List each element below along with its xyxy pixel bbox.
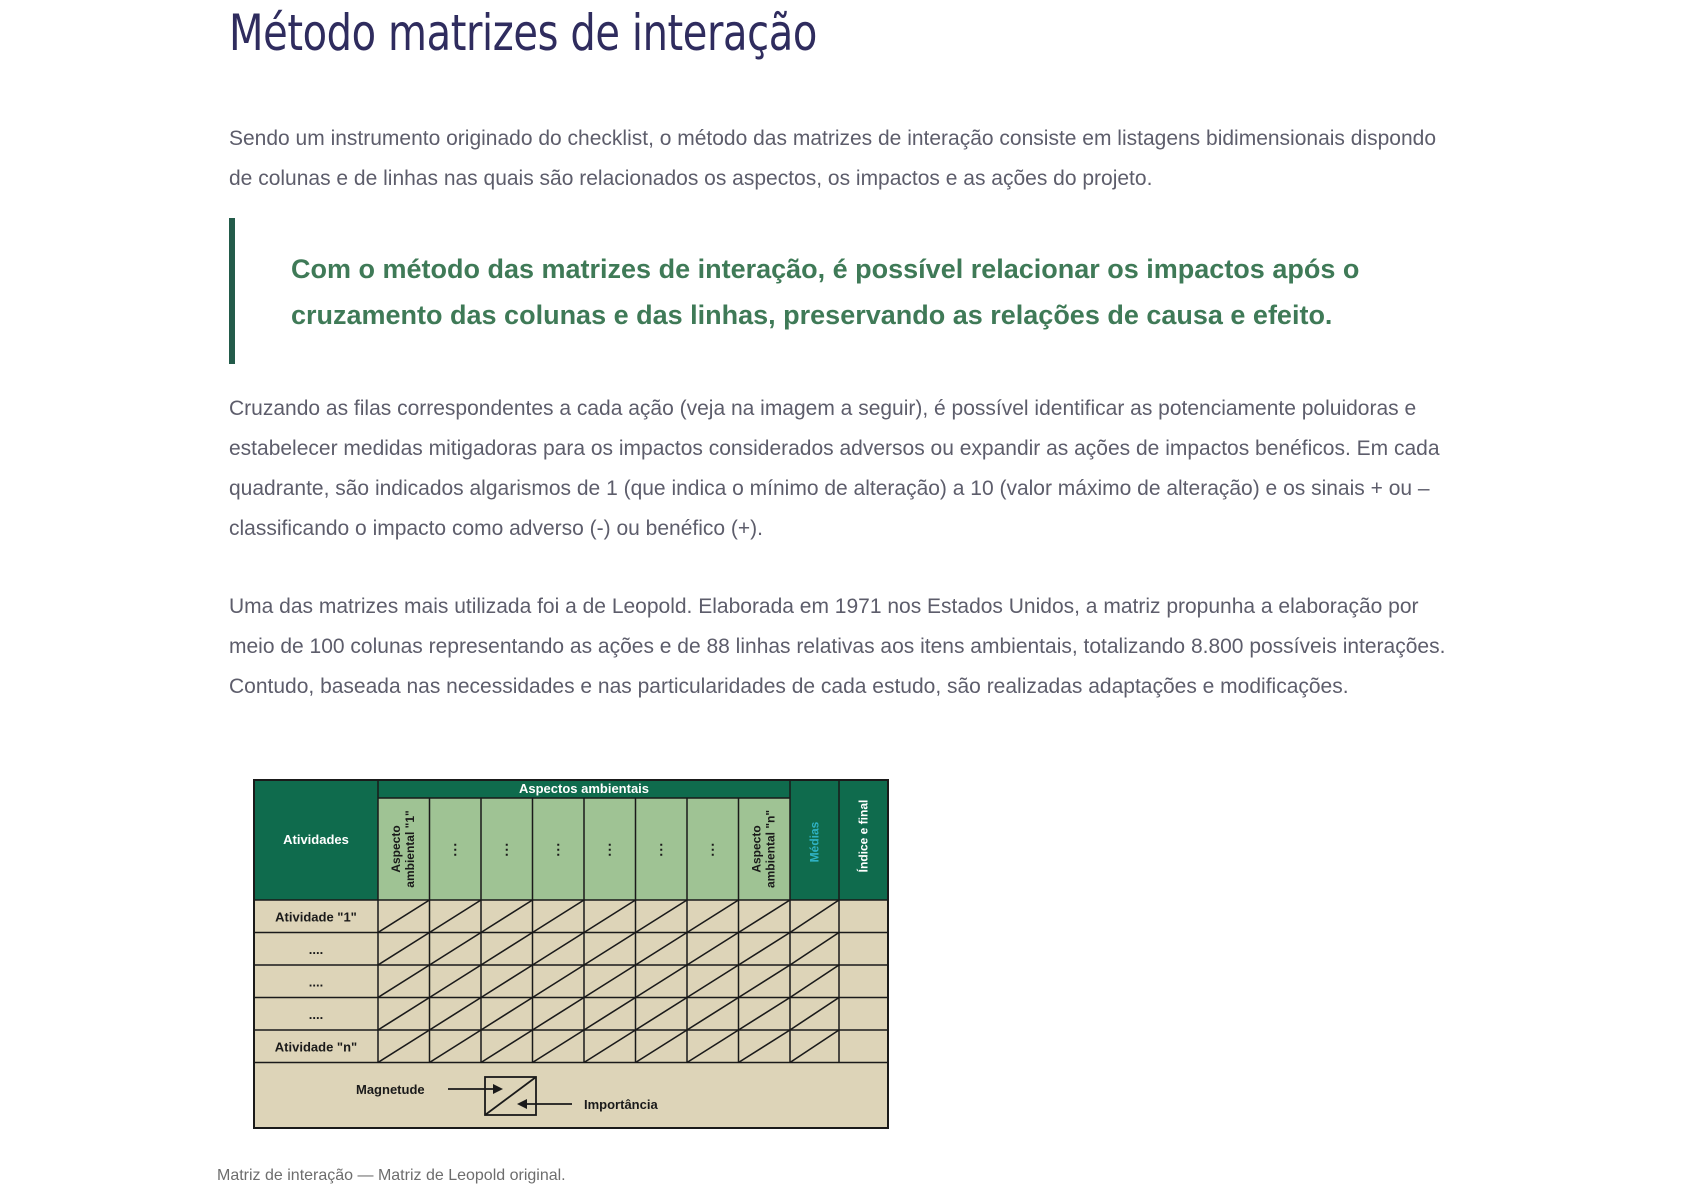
leopold-matrix-figure (252, 778, 890, 1130)
aspect-column-label: Aspectoambiental "1" (388, 810, 417, 888)
aspect-column-ellipsis: ⋮ (705, 841, 720, 857)
aspect-column-ellipsis: ⋮ (602, 841, 617, 857)
body-paragraph-leopold: Uma das matrizes mais utilizada foi a de Leopold. Elaborada em 1971 nos Estados Unidos, a matriz propunha a elaboração por meio de 100 colunas representando as ações e de 88 linhas relativas aos itens ambientais, totalizando 8.800 possíveis interações. Contudo, baseada nas necessidades e nas particularidades de cada estudo, são realizadas adaptações e modificações. (229, 595, 1446, 698)
activity-row-label: Atividade "n" (274, 1039, 358, 1055)
quote-text: Com o método das matrizes de interação, é possível relacionar os impactos após o cruzamento das colunas e das linhas, preservando as relações de causa e efeito. (291, 254, 1360, 330)
aspects-header-label: Aspectos ambientais (518, 781, 650, 796)
legend-importance-label: Importância (584, 1097, 658, 1112)
activity-row-label: Atividade "1" (275, 909, 357, 925)
aspect-column-ellipsis: ⋮ (448, 841, 463, 857)
activity-row-label: .... (308, 974, 324, 990)
intro-paragraph: Sendo um instrumento originado do checklist, o método das matrizes de interação consiste em listagens bidimensionais dispondo de colunas e de linhas nas quais são relacionados os aspectos, os impactos e as ações do projeto. (229, 127, 1436, 190)
legend-magnitude-label: Magnetude (356, 1082, 425, 1097)
indice-final-column-label: Índice e final (856, 799, 871, 873)
aspect-column-ellipsis: ⋮ (654, 841, 669, 857)
page-title: Método matrizes de interação (229, 4, 817, 62)
figure-caption: Matriz de interação — Matriz de Leopold original. (217, 1167, 566, 1184)
aspect-column-ellipsis: ⋮ (551, 841, 566, 857)
aspect-column-ellipsis: ⋮ (499, 841, 514, 857)
body-paragraph-crossing: Cruzando as filas correspondentes a cada ação (veja na imagem a seguir), é possível identificar as potenciamente poluidoras e estabelecer medidas mitigadoras para os impactos considerados adversos ou expandir as ações de impactos benéficos. Em cada quadrante, são indicados algarismos de 1 (que indica o mínimo de alteração) a 10 (valor máximo de alteração) e os sinais + ou – classificando o impacto como adverso (-) ou benéfico (+). (229, 397, 1440, 540)
activity-row-label: .... (308, 1006, 324, 1022)
activities-header-label: Atividades (283, 832, 349, 847)
highlight-quote (229, 218, 1415, 364)
medias-column-label: Médias (807, 821, 822, 863)
aspect-column-label: Aspectoambiental "n" (749, 809, 778, 889)
activity-row-label: .... (308, 941, 324, 957)
